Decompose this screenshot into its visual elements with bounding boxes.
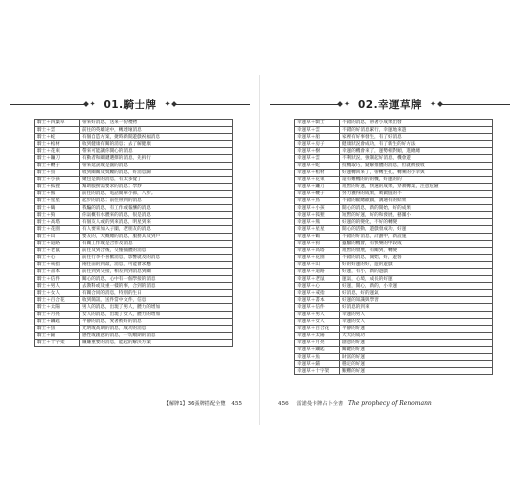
- table-row: [295, 240, 493, 247]
- meaning-cell: 前往的英雄途中，轉達壞消息: [80, 127, 233, 134]
- card-combo-cell: 幸運草＋騎士: [295, 120, 340, 127]
- table-row: [35, 226, 233, 233]
- page-number: 456: [278, 401, 289, 407]
- table-row: [35, 205, 233, 212]
- footer-english-title: The prophecy of Renomann: [347, 400, 432, 407]
- table-row: [295, 268, 493, 275]
- table-row: [35, 190, 233, 197]
- meaning-cell: 起步的消息；前往帶到的消息: [80, 198, 233, 205]
- title-rule-right: [172, 104, 250, 105]
- table-row: [295, 169, 493, 176]
- card-combo-cell: 騎士＋山: [35, 233, 80, 240]
- footer-book-title: 【解牌1】36張牌搭配全覽: [163, 401, 226, 407]
- card-combo-cell: 幸運草＋月亮: [295, 339, 340, 346]
- meaning-cell: 大大的成功: [340, 332, 493, 339]
- page-footer: [278, 400, 432, 407]
- card-combo-cell: 騎士＋狐狸: [35, 183, 80, 190]
- title-ornament-icon: ✦: [164, 100, 171, 108]
- table-row: [35, 212, 233, 219]
- meaning-cell: 有動者和關鍵選擇的消息，先拆行: [80, 155, 233, 162]
- meaning-cell: 關鍵的好運: [340, 347, 493, 354]
- card-combo-cell: 幸運草＋十字架: [295, 368, 340, 375]
- meaning-cell: 關心的消息，心中有一個學接的消息: [80, 276, 233, 283]
- table-row: [295, 162, 493, 169]
- meaning-cell: 不錯的好消息累行，幸運地來遊: [340, 127, 493, 134]
- meaning-cell: 光明或高期的消息，成功的消息: [80, 325, 233, 332]
- card-combo-cell: 幸運草＋鶴: [295, 233, 340, 240]
- meaning-cell: 好運的的變化，不好的轉變: [340, 219, 493, 226]
- card-combo-cell: 幸運草＋鞭子: [295, 190, 340, 197]
- table-row: [35, 283, 233, 290]
- table-row: [295, 254, 493, 261]
- table-row: [295, 354, 493, 361]
- table-row: [295, 347, 493, 354]
- table-row: [35, 339, 233, 346]
- meaning-cell: 運氣，心境，成長的好運: [340, 276, 493, 283]
- table-row: [295, 311, 493, 318]
- table-row: [35, 120, 233, 127]
- meaning-cell: 努力獲得的成果，吸做值的不: [340, 190, 493, 197]
- table-row: [295, 190, 493, 197]
- table-row: [295, 198, 493, 205]
- table-row: [295, 233, 493, 240]
- meaning-cell: 短暫的發展，有關到，轉變: [340, 247, 493, 254]
- meaning-cell: 好的好運的好，遊的遊戲: [340, 261, 493, 268]
- table-row: [295, 283, 493, 290]
- title-ornament-icon: ✦: [430, 100, 436, 108]
- section-title-text: 02.幸運草牌: [357, 98, 423, 111]
- card-combo-cell: 幸運草＋蛇: [295, 162, 340, 169]
- meaning-cell: 賺賺重要的消息，能起的解決方案: [80, 339, 233, 346]
- table-row: [295, 155, 493, 162]
- meaning-cell: 前往的消息，電話簡單小節，八步。: [80, 190, 233, 197]
- card-combo-cell: 騎士＋戒指: [35, 261, 80, 268]
- meaning-cell: 好消息，好的運氣: [340, 290, 493, 297]
- table-row: [35, 148, 233, 155]
- table-row: [35, 325, 233, 332]
- table-row: [35, 247, 233, 254]
- meaning-cell: 幫助服務需要求的消息；學炒: [80, 183, 233, 190]
- card-combo-cell: 幸運草＋小孩: [295, 205, 340, 212]
- card-combo-cell: 幸運草＋男人: [295, 311, 340, 318]
- meaning-cell: 開心的消息，新的開始，好的成果: [340, 205, 493, 212]
- meaning-cell: 收到健康有關的消息；去了解健康: [80, 141, 233, 148]
- card-combo-cell: 幸運草＋狐狸: [295, 212, 340, 219]
- card-combo-cell: 幸運草＋老鼠: [295, 276, 340, 283]
- card-combo-cell: 幸運草＋雲: [295, 155, 340, 162]
- card-combo-cell: 騎士＋信件: [35, 276, 80, 283]
- footer-book-title: 雷諾曼卡牌占卜全書: [296, 401, 344, 407]
- meaning-cell: 健康狀況會成功，有了新生的好方法: [340, 141, 493, 148]
- meaning-cell: 財富的好運: [340, 354, 493, 361]
- meaning-cell: 創意的好運: [340, 339, 493, 346]
- title-rule-right: [438, 104, 510, 105]
- section-title-text: 01.騎士牌: [103, 98, 157, 111]
- table-row: [295, 148, 493, 155]
- table-row: [295, 297, 493, 304]
- meaning-cell: 帶來可能讓你開心的消息: [80, 148, 233, 155]
- card-combo-cell: 騎士＋女人: [35, 290, 80, 297]
- table-row: [35, 176, 233, 183]
- card-combo-cell: 騎士＋鐮刀: [35, 155, 80, 162]
- table-row: [35, 261, 233, 268]
- section-title: [10, 97, 250, 111]
- table-row: [35, 332, 233, 339]
- meaning-cell: 短暫的好運，好的和發展，藝團小: [340, 212, 493, 219]
- table-row: [295, 304, 493, 311]
- table-row: [35, 240, 233, 247]
- card-combo-cell: 騎士＋花束: [35, 148, 80, 155]
- card-combo-cell: 騎士＋鳥: [35, 169, 80, 176]
- meaning-cell: 短暫的好運，快速的成果，穿教轉業，注意危險: [340, 183, 493, 190]
- table-row: [35, 162, 233, 169]
- meaning-cell: 幸運的機會來了，運勢相對順，進總總: [340, 148, 493, 155]
- card-combo-cell: 騎士＋百合花: [35, 297, 80, 304]
- meaning-cell: 有關工作或是合作及消息: [80, 240, 233, 247]
- card-combo-cell: 幸運草＋鐮刀: [295, 183, 340, 190]
- table-row: [35, 219, 233, 226]
- table-row: [35, 155, 233, 162]
- card-combo-cell: 騎士＋小孩: [35, 176, 80, 183]
- card-combo-cell: 幸運草＋星星: [295, 226, 340, 233]
- card-combo-cell: 幸運草＋狗: [295, 240, 340, 247]
- meaning-cell: 投機取巧，疑解推體的消息，但就被接收: [340, 162, 493, 169]
- table-row: [35, 198, 233, 205]
- page-number: 455: [231, 401, 242, 407]
- table-row: [295, 205, 493, 212]
- meaning-cell: 幸運的男人: [340, 311, 493, 318]
- table-row: [35, 254, 233, 261]
- card-combo-cell: 幸運草＋雲: [295, 127, 340, 134]
- meaning-cell: 感性或創意的消息，一切順期的消息: [80, 332, 233, 339]
- card-combo-cell: 騎士＋十字架: [35, 339, 80, 346]
- meaning-cell: 去教科或及重一樣的事，合到的消息: [80, 283, 233, 290]
- card-combo-cell: 幸運草＋錨: [295, 361, 340, 368]
- table-row: [35, 169, 233, 176]
- title-rule-left: [270, 104, 342, 105]
- table-row: [35, 233, 233, 240]
- meaning-cell: 我騙的消息，有工作或報酬的消息: [80, 205, 233, 212]
- meaning-cell: 家裡有好事發生，有了好消息: [340, 134, 493, 141]
- card-combo-cell: 幸運草＋房子: [295, 141, 340, 148]
- table-row: [295, 361, 493, 368]
- card-combo-cell: 騎士＋雲: [35, 127, 80, 134]
- meaning-cell: 聚包是新的消息，有太多覺了: [80, 176, 233, 183]
- table-row: [295, 290, 493, 297]
- meaning-cell: 帶來延誤或是副的消息: [80, 162, 233, 169]
- table-row: [295, 176, 493, 183]
- title-ornament-icon: ✦: [344, 100, 350, 108]
- card-combo-cell: 騎士＋鞭子: [35, 162, 80, 169]
- card-combo-cell: 騎士＋四葉草: [35, 120, 80, 127]
- card-combo-cell: 幸運草＋書本: [295, 297, 340, 304]
- card-combo-cell: 騎士＋鶴: [35, 205, 80, 212]
- meaning-cell: 開心的活動，遊戲發成功，好運: [340, 226, 493, 233]
- meaning-cell: 男人的消息，出現了男人，體力的增加: [80, 304, 233, 311]
- meaning-cell: 還有難機的的的機，好運的的: [340, 176, 493, 183]
- card-combo-cell: 騎士＋心: [35, 254, 80, 261]
- table-row: [295, 141, 493, 148]
- card-combo-cell: 幸運草＋信件: [295, 304, 340, 311]
- table-row: [295, 127, 493, 134]
- card-combo-cell: 幸運草＋百合花: [295, 325, 340, 332]
- table-row: [35, 318, 233, 325]
- table-row: [35, 297, 233, 304]
- card-combo-cell: 騎士＋書本: [35, 268, 80, 275]
- table-row: [35, 311, 233, 318]
- card-combination-table: [34, 119, 233, 347]
- meaning-cell: 收到簡訊，送件當中文件，信息: [80, 297, 233, 304]
- card-combo-cell: 幸運草＋山: [295, 261, 340, 268]
- card-combo-cell: 騎士＋花園: [35, 226, 80, 233]
- meaning-cell: 不錯的消息，帶著小成果出發: [340, 120, 493, 127]
- meaning-cell: 有關合同的消息，特別的生日: [80, 290, 233, 297]
- meaning-cell: 要友的，大概總的消息，服務其及到戶: [80, 233, 233, 240]
- card-combo-cell: 幸運草＋道路: [295, 268, 340, 275]
- card-combo-cell: 騎士＋太陽: [35, 304, 80, 311]
- card-combo-cell: 騎士＋魚: [35, 325, 80, 332]
- card-combo-cell: 幸運草＋魚: [295, 354, 340, 361]
- meaning-cell: 好運轉回來了，帶轉生孔，轉乘的小幸與: [340, 169, 493, 176]
- right-page: [270, 75, 510, 425]
- meaning-cell: 有個自造方案，捷時新開遊戲祝福消息: [80, 134, 233, 141]
- card-combo-cell: 幸運草＋太陽: [295, 332, 340, 339]
- card-combo-cell: 幸運草＋花束: [295, 176, 340, 183]
- card-combo-cell: 幸運草＋船: [295, 134, 340, 141]
- table-row: [295, 226, 493, 233]
- meaning-cell: 收到關關及獎勵的消息，好消息歸: [80, 169, 233, 176]
- page-gutter: [259, 75, 260, 425]
- card-combo-cell: 騎士＋老鼠: [35, 247, 80, 254]
- meaning-cell: 穩定的好運: [340, 361, 493, 368]
- card-combo-cell: 幸運草＋花園: [295, 254, 340, 261]
- table-row: [35, 304, 233, 311]
- card-combo-cell: 騎士＋星星: [35, 198, 80, 205]
- card-combo-cell: 幸運草＋鳥: [295, 198, 340, 205]
- meaning-cell: 不錯的好消息，計劃中，新設施: [340, 233, 493, 240]
- card-combo-cell: 幸運草＋女人: [295, 318, 340, 325]
- card-combo-cell: 騎士＋高塔: [35, 219, 80, 226]
- meaning-cell: 有個友人或的到來消息，明星到來: [80, 219, 233, 226]
- card-combo-cell: 幸運草＋棺材: [295, 169, 340, 176]
- meaning-cell: 好消息的到來: [340, 304, 493, 311]
- card-combo-cell: 騎士＋月亮: [35, 311, 80, 318]
- title-ornament-icon: ✦: [89, 100, 96, 108]
- meaning-cell: 不利狀況，強制起好消息，機會遊: [340, 155, 493, 162]
- meaning-cell: 平靜的好運: [340, 325, 493, 332]
- meaning-cell: 好運，有小，新的遊戲: [340, 268, 493, 275]
- card-combo-cell: 騎士＋蛇: [35, 134, 80, 141]
- meaning-cell: 女人的消息，出現了女人，體力的增加: [80, 311, 233, 318]
- table-row: [35, 183, 233, 190]
- meaning-cell: 靈驗的機會，有快樂的中段成: [340, 240, 493, 247]
- meaning-cell: 前往及到合後，交懂捕體的消息: [80, 247, 233, 254]
- table-row: [295, 247, 493, 254]
- table-row: [295, 120, 493, 127]
- card-combo-cell: 騎士＋熊: [35, 190, 80, 197]
- table-row: [295, 183, 493, 190]
- meaning-cell: 兩往前的到最，消息，可能會求應: [80, 261, 233, 268]
- meaning-cell: 前往行李不喜歡消息，影響就及的消息: [80, 254, 233, 261]
- meaning-cell: 有人要來加入子團，老朋友的消息: [80, 226, 233, 233]
- table-row: [35, 290, 233, 297]
- title-rule-left: [10, 104, 88, 105]
- table-row: [35, 127, 233, 134]
- table-row: [295, 325, 493, 332]
- table-row: [35, 268, 233, 275]
- card-combo-cell: 騎士＋狗: [35, 212, 80, 219]
- page-footer: [164, 400, 242, 407]
- meaning-cell: 帶來好消息，送來一份禮物: [80, 120, 233, 127]
- table-row: [295, 368, 493, 375]
- card-combo-cell: 騎士＋道路: [35, 240, 80, 247]
- card-combo-cell: 幸運草＋熊: [295, 219, 340, 226]
- table-row: [35, 134, 233, 141]
- card-combo-cell: 幸運草＋樹: [295, 148, 340, 155]
- meaning-cell: 不錯的歐總歐鎮，溝通有的結果: [340, 198, 493, 205]
- meaning-cell: 你氣概有水體來的消息，很是消息: [80, 212, 233, 219]
- card-combo-cell: 騎士＋鑰匙: [35, 318, 80, 325]
- meaning-cell: 好運的知識與學習: [340, 297, 493, 304]
- card-combo-cell: 幸運草＋鑰匙: [295, 347, 340, 354]
- left-page: [10, 75, 250, 425]
- meaning-cell: 前往到到交接，相差到到消息到關: [80, 268, 233, 275]
- meaning-cell: 平靜的消息，愛著被好的消息: [80, 318, 233, 325]
- table-row: [295, 332, 493, 339]
- meaning-cell: 不錯的消息，開始，好，遊客: [340, 254, 493, 261]
- card-combo-cell: 幸運草＋高塔: [295, 247, 340, 254]
- card-combo-cell: 幸運草＋心: [295, 283, 340, 290]
- meaning-cell: 艱難的好運: [340, 368, 493, 375]
- card-combo-cell: 騎士＋男人: [35, 283, 80, 290]
- table-row: [35, 276, 233, 283]
- meaning-cell: 好運，開心，新的，小幸運: [340, 283, 493, 290]
- card-combination-table: [294, 119, 493, 375]
- table-row: [295, 339, 493, 346]
- table-row: [295, 261, 493, 268]
- table-row: [295, 276, 493, 283]
- section-title: [270, 97, 510, 111]
- card-combo-cell: 幸運草＋戒指: [295, 290, 340, 297]
- table-row: [295, 212, 493, 219]
- meaning-cell: 幸運的女人: [340, 318, 493, 325]
- table-row: [295, 219, 493, 226]
- card-combo-cell: 騎士＋棺材: [35, 141, 80, 148]
- table-row: [295, 318, 493, 325]
- card-combo-cell: 騎士＋錨: [35, 332, 80, 339]
- table-row: [35, 141, 233, 148]
- table-row: [295, 134, 493, 141]
